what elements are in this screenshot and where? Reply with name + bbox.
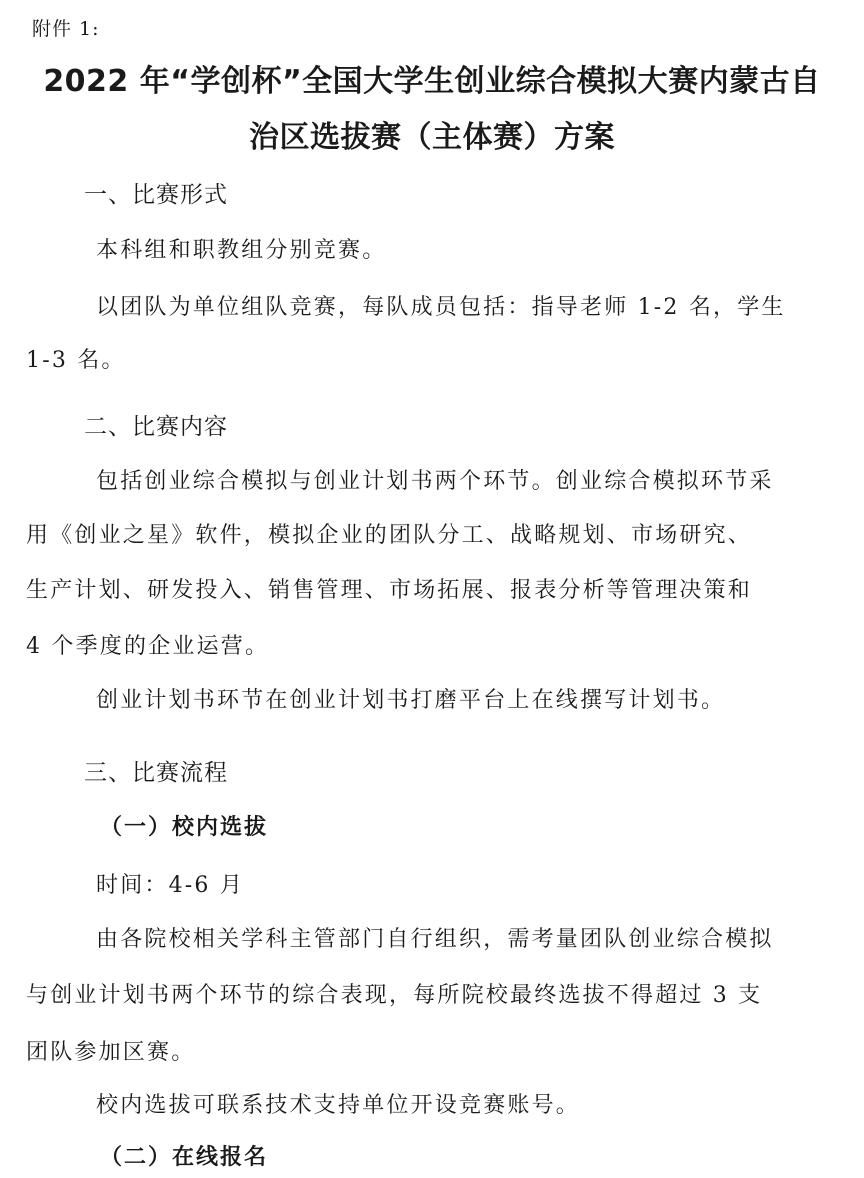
- subsection-1-heading: （一）校内选拔: [100, 814, 269, 840]
- subsection-1-paragraph-1-line-1: 由各院校相关学科主管部门自行组织，需考量团队创业综合模拟: [96, 927, 774, 952]
- section-1-paragraph-2-line-2: 1-3 名。: [26, 348, 126, 373]
- document-title-line-2: 治区选拔赛（主体赛）方案: [249, 120, 615, 155]
- attachment-label: 附件 1:: [32, 18, 100, 40]
- subsection-1-paragraph-2: 校内选拔可联系技术支持单位开设竞赛账号。: [96, 1093, 581, 1118]
- section-2-paragraph-1-line-1: 包括创业综合模拟与创业计划书两个环节。创业综合模拟环节采: [96, 469, 774, 494]
- subsection-1-time: 时间：4-6 月: [96, 873, 245, 898]
- section-2-paragraph-2: 创业计划书环节在创业计划书打磨平台上在线撰写计划书。: [96, 688, 726, 713]
- section-2-paragraph-1-line-4: 4 个季度的企业运营。: [26, 634, 270, 659]
- section-1-heading: 一、比赛形式: [84, 182, 228, 208]
- document-title-line-1: 2022 年“学创杯”全国大学生创业综合模拟大赛内蒙古自: [43, 64, 821, 99]
- section-2-paragraph-1-line-3: 生产计划、研发投入、销售管理、市场拓展、报表分析等管理决策和: [26, 578, 753, 603]
- subsection-2-heading: （二）在线报名: [100, 1144, 269, 1170]
- section-1-paragraph-1: 本科组和职教组分别竞赛。: [96, 238, 387, 263]
- section-2-heading: 二、比赛内容: [84, 414, 228, 440]
- section-3-heading: 三、比赛流程: [84, 760, 228, 786]
- section-2-paragraph-1-line-2: 用《创业之星》软件，模拟企业的团队分工、战略规划、市场研究、: [26, 523, 753, 548]
- subsection-1-paragraph-1-line-3: 团队参加区赛。: [26, 1040, 196, 1065]
- section-1-paragraph-2-line-1: 以团队为单位组队竞赛，每队成员包括：指导老师 1-2 名，学生: [96, 295, 786, 320]
- subsection-1-paragraph-1-line-2: 与创业计划书两个环节的综合表现，每所院校最终选拔不得超过 3 支: [26, 983, 763, 1008]
